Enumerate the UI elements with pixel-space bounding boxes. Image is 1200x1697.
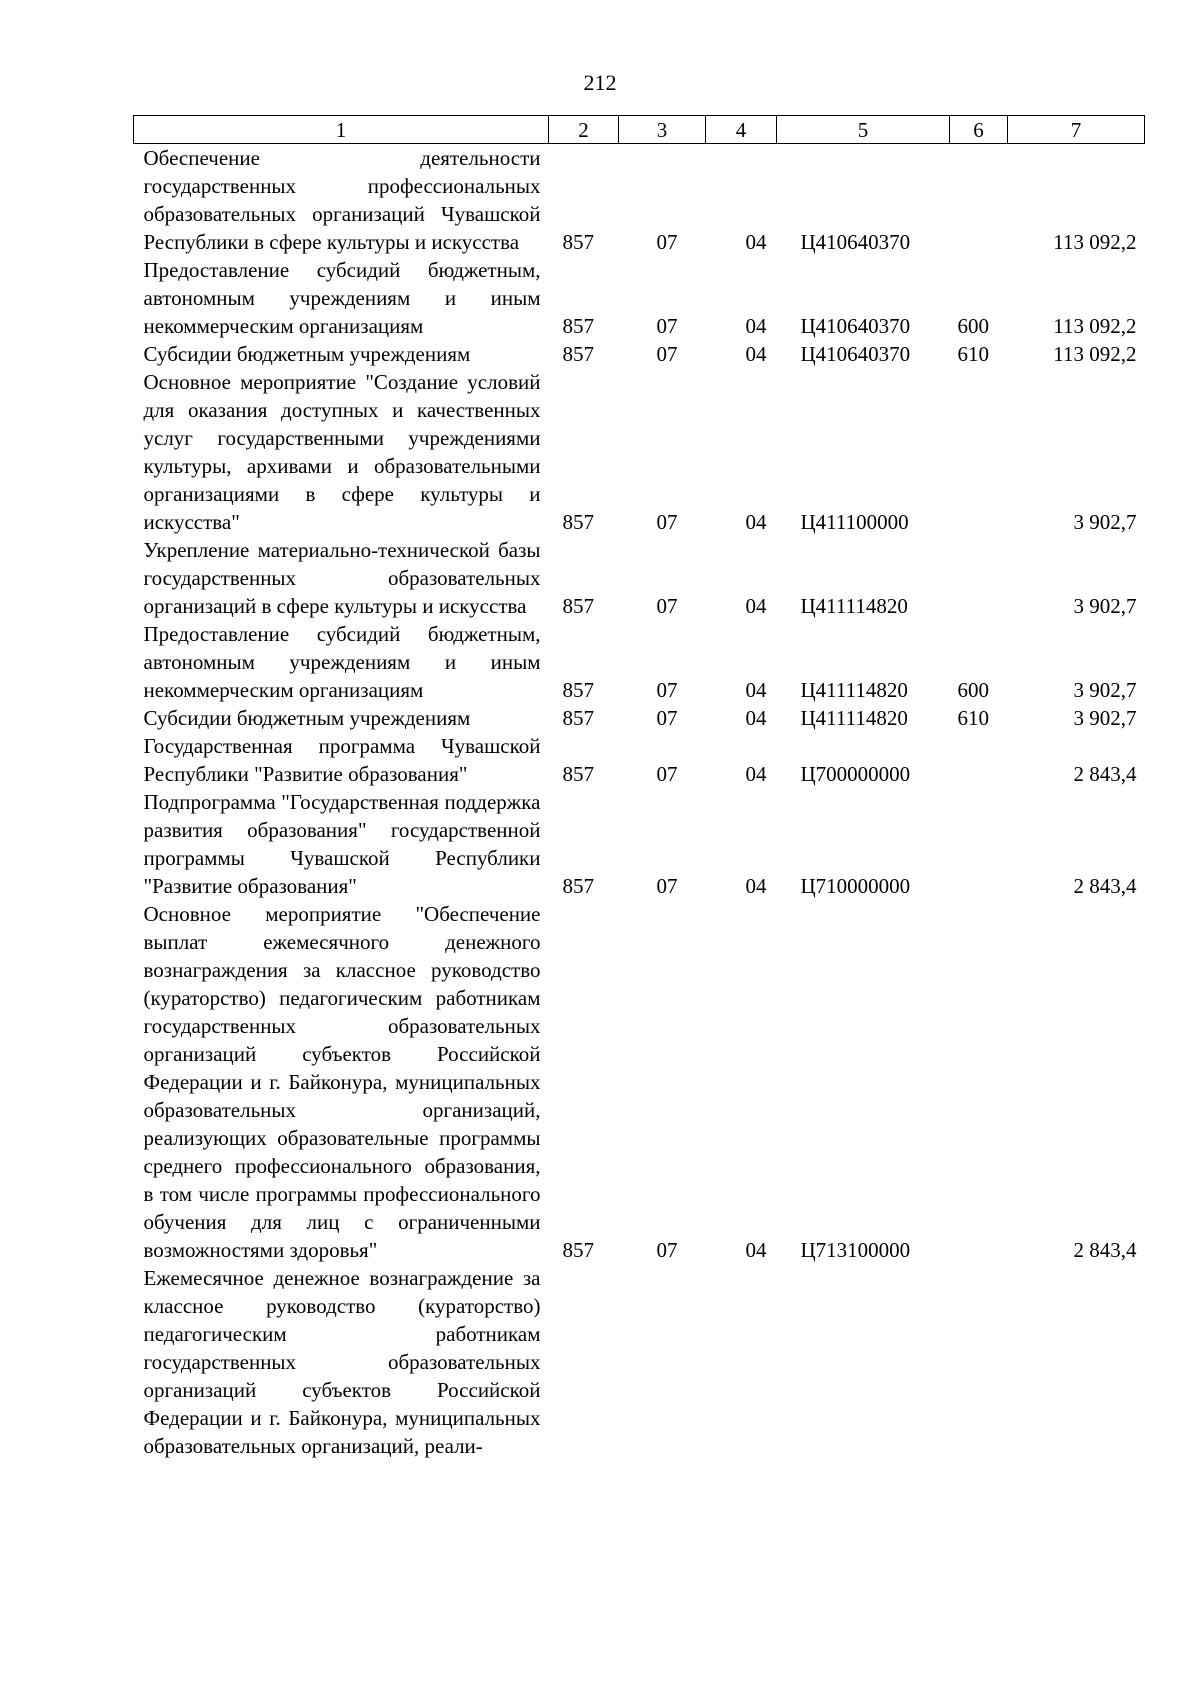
table-row	[134, 256, 1145, 340]
row-amount	[1008, 1264, 1145, 1460]
row-expense-type	[950, 368, 1008, 536]
row-description: Подпрограмма "Государственная поддержка развития образования" государственной программы Чувашской Республики "Развитие образования"	[143, 790, 541, 898]
row-expense-type	[950, 732, 1008, 788]
row-amount: 113 092,2	[1053, 342, 1137, 366]
row-description: Укрепление материально-технической базы государственных образовательных организаций в сфере культуры и искусства	[143, 538, 541, 618]
row-ministry-code: 857	[562, 342, 594, 366]
header-col-4: 4	[706, 116, 777, 144]
row-description: Субсидии бюджетным учреждениям	[143, 342, 471, 366]
row-ministry-code: 857	[562, 678, 594, 702]
row-expense-type	[950, 1264, 1008, 1460]
row-section-code: 07	[656, 762, 678, 786]
row-expense-type: 610	[957, 342, 989, 366]
row-expense-type	[950, 900, 1008, 1264]
header-col-5: 5	[777, 116, 950, 144]
row-ministry-code: 857	[562, 314, 594, 338]
row-amount: 3 902,7	[1073, 706, 1137, 730]
row-target-article: Ц411100000	[800, 510, 909, 534]
row-amount: 3 902,7	[1073, 594, 1137, 618]
table-body	[134, 144, 1145, 1461]
row-subsection-code: 04	[745, 706, 767, 730]
header-col-6: 6	[950, 116, 1008, 144]
row-amount: 113 092,2	[1053, 230, 1137, 254]
row-section-code: 07	[656, 510, 678, 534]
table-row	[134, 732, 1145, 788]
row-subsection-code: 04	[745, 762, 767, 786]
row-subsection-code: 04	[745, 874, 767, 898]
row-target-article: Ц411114820	[800, 594, 908, 618]
table-row	[134, 900, 1145, 1264]
row-section-code: 07	[656, 874, 678, 898]
row-target-article: Ц410640370	[800, 230, 911, 254]
table-row	[134, 144, 1145, 257]
row-target-article: Ц700000000	[800, 762, 911, 786]
header-col-1: 1	[134, 116, 549, 144]
row-subsection-code: 04	[745, 314, 767, 338]
row-expense-type	[950, 788, 1008, 900]
table-row	[134, 368, 1145, 536]
row-amount: 3 902,7	[1073, 678, 1137, 702]
row-amount: 2 843,4	[1073, 874, 1137, 898]
row-ministry-code: 857	[562, 594, 594, 618]
row-expense-type	[950, 536, 1008, 620]
row-description: Обеспечение деятельности государственных профессиональных образовательных организаций Чувашской Республики в сфере культуры и искусства	[143, 146, 541, 254]
row-section-code: 07	[656, 314, 678, 338]
row-expense-type: 600	[957, 314, 989, 338]
page-number: 212	[583, 70, 617, 95]
row-target-article: Ц410640370	[800, 314, 911, 338]
row-section-code	[619, 1264, 706, 1460]
table-row	[134, 536, 1145, 620]
row-ministry-code: 857	[562, 1238, 594, 1262]
row-ministry-code: 857	[562, 230, 594, 254]
row-subsection-code: 04	[745, 342, 767, 366]
row-section-code: 07	[656, 342, 678, 366]
row-subsection-code: 04	[745, 678, 767, 702]
row-target-article	[777, 1264, 950, 1460]
row-ministry-code: 857	[562, 874, 594, 898]
row-target-article: Ц411114820	[800, 678, 908, 702]
row-section-code: 07	[656, 230, 678, 254]
table-row	[134, 1264, 1145, 1460]
row-section-code: 07	[656, 1238, 678, 1262]
header-col-7: 7	[1008, 116, 1145, 144]
row-section-code: 07	[656, 678, 678, 702]
row-subsection-code: 04	[745, 510, 767, 534]
row-target-article: Ц410640370	[800, 342, 911, 366]
header-col-2: 2	[549, 116, 619, 144]
row-subsection-code: 04	[745, 1238, 767, 1262]
table-header	[134, 116, 1145, 144]
row-target-article: Ц411114820	[800, 706, 908, 730]
header-row	[134, 116, 1145, 144]
row-expense-type	[950, 144, 1008, 257]
row-ministry-code: 857	[562, 762, 594, 786]
budget-table	[133, 115, 1145, 1460]
row-description: Предоставление субсидий бюджетным, автономным учреждениям и иным некоммерческим организациям	[143, 258, 541, 338]
row-amount: 3 902,7	[1073, 510, 1137, 534]
row-section-code: 07	[656, 706, 678, 730]
row-expense-type: 610	[957, 706, 989, 730]
table-row	[134, 620, 1145, 704]
row-ministry-code: 857	[562, 706, 594, 730]
row-description: Субсидии бюджетным учреждениям	[143, 706, 471, 730]
row-subsection-code	[706, 1264, 777, 1460]
row-subsection-code: 04	[745, 594, 767, 618]
row-ministry-code	[549, 1264, 619, 1460]
table-row	[134, 704, 1145, 732]
row-description: Предоставление субсидий бюджетным, автономным учреждениям и иным некоммерческим организациям	[143, 622, 541, 702]
row-expense-type: 600	[957, 678, 989, 702]
table-row	[134, 340, 1145, 368]
row-subsection-code: 04	[745, 230, 767, 254]
row-description: Основное мероприятие "Обеспечение выплат ежемесячного денежного вознаграждения за классное руководство (кураторство) педагогическим работникам государственных образовательных организаций субъектов Российской Федерации и г. Байконура, муниципальных образовательных организаций, реализующих образовательные программы среднего профессионального образования, в том числе программы профессионального обучения для лиц с ограниченными возможностями здоровья"	[143, 902, 541, 1262]
row-description: Основное мероприятие "Создание условий для оказания доступных и качественных услуг государственными учреждениями культуры, архивами и образовательными организациями в сфере культуры и искусства"	[143, 370, 541, 534]
row-ministry-code: 857	[562, 510, 594, 534]
header-col-3: 3	[619, 116, 706, 144]
row-target-article: Ц710000000	[800, 874, 911, 898]
row-amount: 2 843,4	[1073, 762, 1137, 786]
row-description: Государственная программа Чувашской Республики "Развитие образования"	[143, 734, 541, 786]
row-target-article: Ц713100000	[800, 1238, 911, 1262]
row-description: Ежемесячное денежное вознаграждение за классное руководство (кураторство) педагогическим работникам государственных образовательных организаций субъектов Российской Федерации и г. Байконура, муниципальных образовательных организаций, реали-	[143, 1266, 541, 1458]
row-amount: 113 092,2	[1053, 314, 1137, 338]
table-row	[134, 788, 1145, 900]
row-section-code: 07	[656, 594, 678, 618]
row-amount: 2 843,4	[1073, 1238, 1137, 1262]
